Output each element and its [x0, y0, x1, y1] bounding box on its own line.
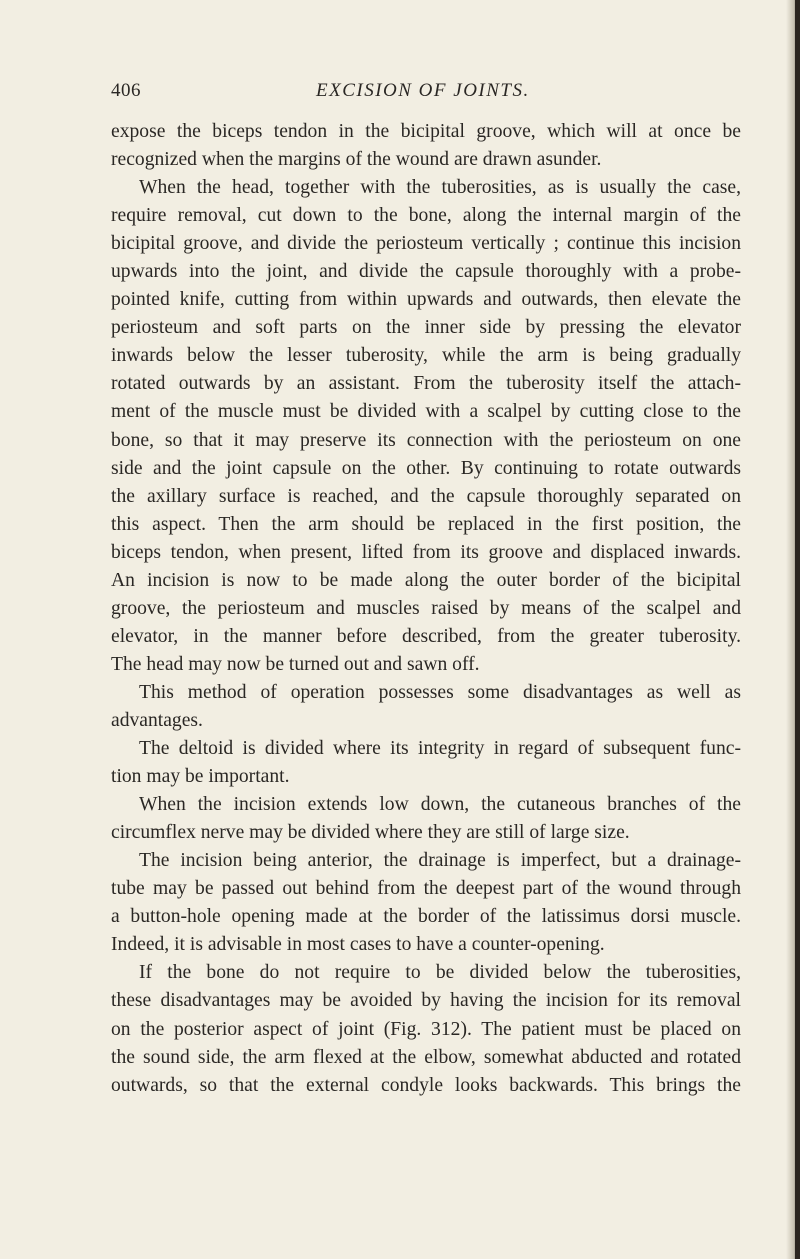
text-line: This method of operation possesses some disadvantages as well as [139, 681, 741, 703]
text-line: When the incision extends low down, the cutaneous branches of the [139, 794, 741, 816]
text-line: the sound side, the arm flexed at the elbow, somewhat abducted and rotated [111, 1046, 741, 1068]
text-line: rotated outwards by an assistant. From the tuberosity itself the attach- [111, 373, 741, 395]
text-line: expose the biceps tendon in the bicipital groove, which will at once be [111, 121, 741, 142]
text-line: side and the joint capsule on the other. By continuing to rotate outwards [111, 457, 741, 479]
text-line: An incision is now to be made along the outer border of the bicipital [111, 569, 741, 591]
text-line: recognized when the margins of the wound are drawn asunder. [111, 149, 602, 171]
text-line: bicipital groove, and divide the periosteum vertically ; continue this incision [111, 233, 741, 255]
page-number: 406 [111, 80, 141, 101]
text-line: When the head, together with the tuberosities, as is usually the case, [139, 177, 741, 199]
text-line: The incision being anterior, the drainage is imperfect, but a drainage- [139, 850, 741, 872]
text-line: inwards below the lesser tuberosity, while the arm is being gradually [111, 345, 741, 367]
text-line: pointed knife, cutting from within upwards and outwards, then elevate the [111, 289, 741, 311]
text-line: these disadvantages may be avoided by having the incision for its removal [111, 990, 741, 1012]
text-line: on the posterior aspect of joint (Fig. 312). The patient must be placed on [111, 1018, 741, 1040]
text-line: The head may now be turned out and sawn off. [111, 653, 480, 675]
text-line: ment of the muscle must be divided with a scalpel by cutting close to the [111, 401, 741, 423]
text-line: elevator, in the manner before described, from the greater tuberosity. [111, 625, 741, 647]
text-line: periosteum and soft parts on the inner side by pressing the elevator [111, 317, 741, 339]
running-head [111, 80, 741, 110]
text-line: groove, the periosteum and muscles raised by means of the scalpel and [111, 597, 741, 619]
text-line: tube may be passed out behind from the deepest part of the wound through [111, 878, 741, 900]
text-line: biceps tendon, when present, lifted from its groove and displaced inwards. [111, 541, 741, 563]
text-line: If the bone do not require to be divided below the tuberosities, [139, 962, 741, 984]
text-line: advantages. [111, 709, 203, 731]
body-text [111, 118, 741, 1100]
text-line: this aspect. Then the arm should be replaced in the first position, the [111, 513, 741, 535]
book-binding-edge [795, 0, 800, 1259]
text-line: a button-hole opening made at the border of the latissimus dorsi muscle. [111, 906, 741, 928]
text-line: tion may be important. [111, 766, 290, 788]
text-line: the axillary surface is reached, and the capsule thoroughly separated on [111, 485, 741, 507]
text-line: circumflex nerve may be divided where they are still of large size. [111, 822, 630, 844]
text-line: Indeed, it is advisable in most cases to have a counter-opening. [111, 934, 605, 956]
text-line: upwards into the joint, and divide the capsule thoroughly with a probe- [111, 261, 741, 283]
text-line: The deltoid is divided where its integrity in regard of subsequent func- [139, 738, 741, 760]
text-line: outwards, so that the external condyle looks backwards. This brings the [111, 1074, 741, 1096]
text-line: bone, so that it may preserve its connection with the periosteum on one [111, 429, 741, 451]
chapter-title: EXCISION OF JOINTS. [316, 80, 530, 101]
text-line: require removal, cut down to the bone, along the internal margin of the [111, 205, 741, 227]
